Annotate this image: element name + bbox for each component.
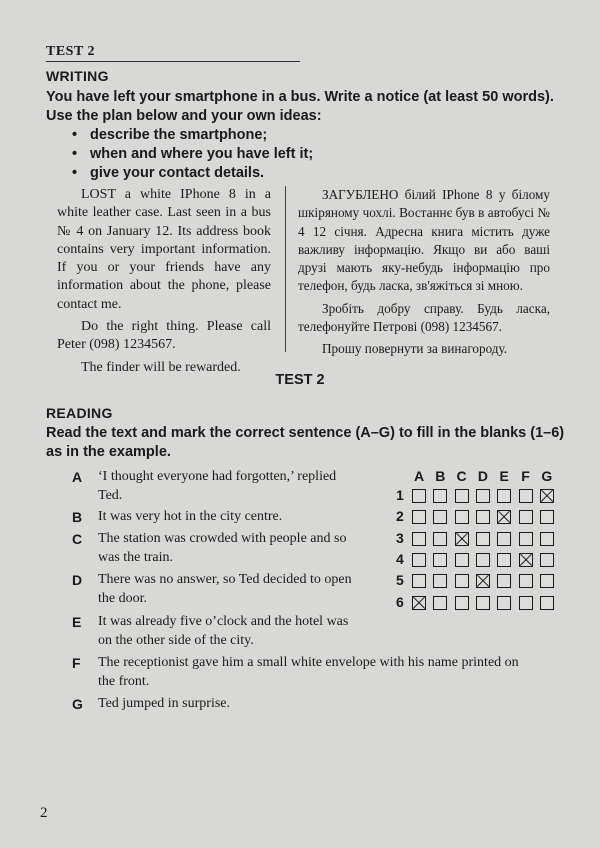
answer-checkbox[interactable] bbox=[476, 489, 490, 503]
answer-checkbox[interactable] bbox=[412, 532, 426, 546]
notice-ukrainian bbox=[298, 186, 550, 359]
column-divider bbox=[285, 186, 286, 352]
answer-checkbox[interactable] bbox=[519, 596, 533, 610]
answer-checkbox[interactable] bbox=[412, 553, 426, 567]
workbook-page: TEST 2 WRITING You have left your smartphone in a bus. Write a notice (at least 50 words). Use the plan below and your own ideas: • describe the smartphone; • when and where you have left it; • give your contact details. LOST a white IPhone 8 in a white leather case. Last seen in a bus № 4 on January 12. Its address book contains very important information. If you or your friends have any information about the phone, please contact me. Do the right thing. Please call Peter (098) 1234567. The finder will be rewarded. ЗАГУБЛЕНО білий IPhone 8 у білому шкіряному чохлі. Востаннє був в автобусі № 4 12 січня. Адресна книга містить дуже важливу інформацію. Якщо ви або ваші друзі мають яку-небудь інформацію про телефон, будь ласка, зв'яжіться зі мною. Зробіть добру справу. Будь ласка, телефонуйте Петрові (098) 1234567. Прошу повернути за винагороду. TEST 2 READING Read the text and mark the correct sentence (A–G) to fill in the blanks (1–6) as in the example. A ‘I thought everyone had forgotten,’ replied Ted. B It was very hot in the city centre. C The station was crowded with people and so was the train. D There was no answer, so Ted decided to open the door. E It was already five o’clock and the hotel was on the other side of the city. F The receptionist gave him a small white envelope with his name printed on the front. G Ted jumped in surprise. A B C D E F G 1 2 3 4 5 6 2 bbox=[0, 0, 600, 848]
bullet-icon: • bbox=[72, 165, 78, 181]
reading-title: READING bbox=[46, 405, 113, 421]
answer-checkbox[interactable] bbox=[455, 553, 469, 567]
notice-ukrainian-p1: ЗАГУБЛЕНО білий IPhone 8 у білому шкіряному чохлі. Востаннє був в автобусі № 4 12 січня. Адресна книга містить дуже важливу інформацію. Якщо ви або ваші друзі мають яку-небудь інформацію про телефон, будь ласка, зв'яжіться зі мною. bbox=[298, 187, 550, 294]
answer-checkbox[interactable] bbox=[540, 553, 554, 567]
grid-row-label: 6 bbox=[396, 593, 404, 610]
grid-column-header: D bbox=[477, 468, 488, 484]
answer-checkbox[interactable] bbox=[433, 510, 447, 524]
answer-checkbox[interactable] bbox=[519, 553, 533, 567]
grid-column-header: A bbox=[413, 468, 425, 484]
reading-test-label: TEST 2 bbox=[275, 372, 325, 388]
notice-english bbox=[57, 186, 271, 377]
notice-english-p2: Do the right thing. Please call Peter (098) 1234567. bbox=[57, 319, 271, 353]
grid-row-label: 5 bbox=[396, 572, 404, 589]
bullet-icon: • bbox=[72, 127, 78, 143]
answer-checkbox[interactable] bbox=[519, 510, 533, 524]
answer-checkbox[interactable] bbox=[497, 596, 511, 610]
answer-checkbox[interactable] bbox=[540, 510, 554, 524]
answer-checkbox[interactable] bbox=[476, 553, 490, 567]
answer-checkbox[interactable] bbox=[412, 510, 426, 524]
answer-checkbox[interactable] bbox=[455, 532, 469, 546]
answer-checkbox[interactable] bbox=[433, 489, 447, 503]
answer-checkbox[interactable] bbox=[540, 532, 554, 546]
answer-checkbox[interactable] bbox=[519, 489, 533, 503]
answer-checkbox[interactable] bbox=[540, 489, 554, 503]
answer-checkbox[interactable] bbox=[433, 553, 447, 567]
answer-checkbox[interactable] bbox=[433, 596, 447, 610]
answer-checkbox[interactable] bbox=[476, 574, 490, 588]
notice-ukrainian-p3: Прошу повернути за винагороду. bbox=[322, 341, 508, 357]
reading-task-line1: Read the text and mark the correct sentence (A–G) to fill in the blanks (1–6) bbox=[46, 425, 565, 441]
notice-english-p1: LOST a white IPhone 8 in a white leather case. Last seen in a bus № 4 on January 12. Its address book contains very important information. If you or your friends have any information about the phone, please contact me. bbox=[57, 187, 271, 312]
notice-english-p3: The finder will be rewarded. bbox=[81, 359, 241, 375]
grid-row-label: 2 bbox=[396, 508, 404, 525]
grid-column-header: B bbox=[435, 468, 446, 484]
grid-column-header: G bbox=[541, 468, 553, 484]
grid-column-header: F bbox=[521, 468, 530, 484]
answer-checkbox[interactable] bbox=[540, 574, 554, 588]
answer-checkbox[interactable] bbox=[476, 596, 490, 610]
answer-checkbox[interactable] bbox=[497, 553, 511, 567]
answer-checkbox[interactable] bbox=[433, 532, 447, 546]
page-number: 2 bbox=[40, 805, 48, 821]
header-test-label: TEST 2 bbox=[46, 44, 96, 59]
notice-ukrainian-p2: Зробіть добру справу. Будь ласка, телефонуйте Петрові (098) 1234567. bbox=[298, 300, 550, 335]
answer-checkbox[interactable] bbox=[497, 532, 511, 546]
header-rule bbox=[46, 61, 300, 62]
answer-checkbox[interactable] bbox=[455, 574, 469, 588]
answer-checkbox[interactable] bbox=[497, 510, 511, 524]
answer-checkbox[interactable] bbox=[476, 532, 490, 546]
writing-task-line2: Use the plan below and your own ideas: bbox=[46, 108, 322, 124]
answer-checkbox[interactable] bbox=[433, 574, 447, 588]
answer-checkbox[interactable] bbox=[497, 574, 511, 588]
answer-checkbox[interactable] bbox=[519, 574, 533, 588]
answer-checkbox[interactable] bbox=[412, 574, 426, 588]
answer-checkbox[interactable] bbox=[519, 532, 533, 546]
answer-checkbox[interactable] bbox=[455, 510, 469, 524]
reading-task-line2: as in the example. bbox=[46, 444, 171, 460]
writing-title: WRITING bbox=[46, 68, 109, 84]
answer-checkbox[interactable] bbox=[540, 596, 554, 610]
grid-column-header: E bbox=[499, 468, 509, 484]
plan-item: • describe the smartphone; bbox=[72, 127, 268, 143]
bullet-icon: • bbox=[72, 146, 78, 162]
grid-column-header: C bbox=[456, 468, 467, 484]
answer-checkbox[interactable] bbox=[476, 510, 490, 524]
plan-item: • when and where you have left it; bbox=[72, 146, 314, 162]
answer-checkbox[interactable] bbox=[412, 596, 426, 610]
grid-row-label: 4 bbox=[396, 550, 404, 567]
writing-plan-list bbox=[72, 126, 313, 183]
grid-row-label: 1 bbox=[396, 487, 404, 503]
answer-checkbox[interactable] bbox=[455, 596, 469, 610]
writing-task-line1: You have left your smartphone in a bus. Write a notice (at least 50 words). bbox=[46, 89, 554, 105]
answer-checkbox[interactable] bbox=[497, 489, 511, 503]
answer-checkbox[interactable] bbox=[455, 489, 469, 503]
answer-checkbox[interactable] bbox=[412, 489, 426, 503]
grid-row-label: 3 bbox=[396, 529, 404, 546]
plan-item: • give your contact details. bbox=[72, 165, 265, 181]
